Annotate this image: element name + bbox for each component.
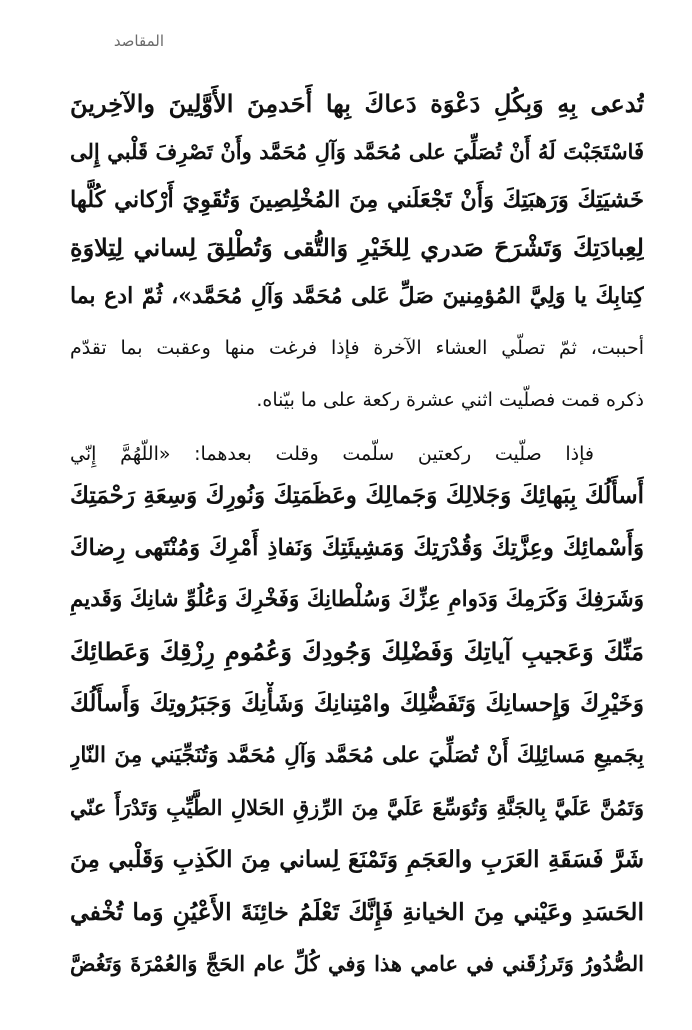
text-line: الحَسَدِ وعَيْني مِنَ الخيانةِ فَإِنَّكَ تَعْلَمُ خائِنَةَ الأَعْيُنِ وَما تُخْفي (70, 898, 644, 926)
text-line: خَشيَتِكَ وَرَهبَتِكَ وَأَنْ تَجْعَلَني مِنَ المُخْلِصِينَ وَتُقَوِيَ أَرْكاني كُلَّها (70, 187, 644, 213)
text-line: وَشَرَفِكَ وَكَرَمِكَ وَدَوامِ عِزِّكَ وَسُلْطانِكَ وَفَخْرِكَ وَعُلُوِّ شانِكَ وَقَديمِ (70, 587, 644, 612)
text-line: لِعِبادَتِكَ وَتَشْرَحَ صَدري لِلخَيْرِ وَالتُّقى وَتُطْلِقَ لِساني لِتِلاوَةِ (70, 233, 644, 262)
text-line: أَسأَلُكَ بِبَهائِكَ وَجَلالِكَ وَجَمالِكَ وعَظَمَتِكَ وَنُورِكَ وَسِعَةِ رَحْمَتِكَ (70, 482, 644, 509)
text-line: تُدعى بِهِ وَبِكُلِ دَعْوَة دَعاكَ بِها أَحَدمِنَ الأَوَّلِينَ والآخِرينَ (70, 89, 644, 118)
text-line: بِجَميعِ مَسائِلِكَ أَنْ تُصَلِّيَ على مُحَمَّد وَآلِ مُحَمَّد وَتُنَجِّيَني مِنَ النّارِ (70, 743, 644, 768)
text-line: كِتابِكَ يا وَلِيَّ المُؤمِنينَ صَلِّ عَلى مُحَمَّد وَآلِ مُحَمَّد»، ثُمّ ادع بما (70, 283, 644, 309)
text-line: الصُّدُورُ وَتَرزُقَني في عامي هذا وَفي كُلِّ عام الحَجَّ وَالعُمْرَةَ وَتَغُضَّ (70, 951, 644, 976)
text-line: وَخَيْرِكَ وَإِحسانِكَ وَتَفَضُّلِكَ وامْتِنانِكَ وَشَأْنِكَ وَجَبَرُوتِكَ وَأَسأَلُكَ (70, 690, 644, 717)
text-line: وَأَسْمائِكَ وعِزَّتِكَ وَقُدْرَتِكَ وَمَشِيئَتِكَ وَنَفاذِ أَمْرِكَ وَمُنْتَهى رِضاكَ (70, 535, 644, 561)
running-header: المقاصد (113, 32, 164, 50)
text-line: شَرَّ فَسَقَةِ العَرَبِ والعَجَمِ وَتَمْنَعَ لِساني مِنَ الكَذِبِ وَقَلْبي مِنَ (70, 846, 644, 873)
text-line: مَنِّكَ وَعَجيبِ آياتِكَ وَفَضْلِكَ وَجُودِكَ وَعُمُومِ رِزْقِكَ وَعَطائِكَ (70, 637, 644, 666)
text-line: ذكره قمت فصلّيت اثني عشرة ركعة على ما بيّناه. (256, 389, 644, 411)
text-line: فَاسْتَجَبْتَ لَهُ أَنْ تُصَلِّيَ على مُحَمَّد وَآلِ مُحَمَّد وأَنْ تَصْرِفَ قَلْبي إِلى (70, 139, 644, 164)
text-line: وَتَمُنَّ عَلَيَّ بِالجَنَّةِ وَتُوَسِّعَ عَلَيَّ مِنَ الرِّزقِ الحَلالِ الطَّيِّبِ وَتَدْرَأَ عنّي (70, 795, 644, 820)
text-line: أحببت، ثمّ تصلّي العشاء الآخرة فإذا فرغت منها وعقبت بما تقدّم (70, 337, 644, 359)
paragraph-first-line: فإذا صلّيت ركعتين سلّمت وقلت بعدهما: «اللّهُمَّ إِنّي (70, 443, 594, 465)
